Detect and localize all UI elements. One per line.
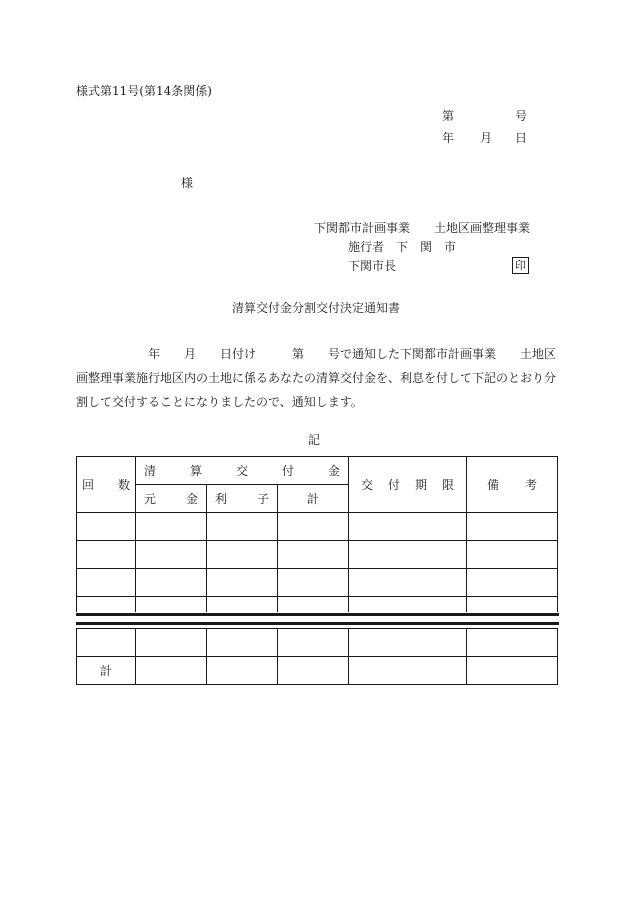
table-row [77,597,558,613]
date-year: 年 [442,131,455,145]
header-subtotal: 計 [278,485,349,513]
ki-heading: 記 [308,433,321,447]
issuer-mayor-line: 下関市長 [348,259,397,273]
body-paragraph [76,342,556,414]
addressee-honorific: 様 [181,176,194,190]
table-row [77,569,558,597]
total-row [77,657,558,685]
header-interest: 利 子 [207,485,278,513]
body-line: 割して交付することになりましたので、通知します。 [76,395,363,409]
document-title: 清算交付金分割交付決定通知書 [232,301,401,315]
date-month: 月 [480,131,493,145]
body-line: 年 月 日付け 第 号で通知した下関都市計画事業 土地区 [76,347,557,361]
total-row-label: 計 [77,657,136,685]
header-remarks: 備 考 [467,457,558,513]
header-settlement-grant: 清 算 交 付 金 [136,457,349,485]
installment-table [76,456,558,685]
issuer-executor-line: 施行者 下 関 市 [348,240,457,254]
table-row [77,513,558,541]
break-line [76,622,559,625]
table-break-marker [76,612,559,628]
issuer-project-line: 下関都市計画事業 土地区画整理事業 [314,221,531,235]
body-line: 画整理事業施行地区内の土地に係るあなたの清算交付金を、利息を付して下記のとおり分 [76,371,557,385]
header-grant-period: 交 付 期 限 [349,457,467,513]
table-row [77,629,558,657]
header-count: 回 数 [77,457,136,513]
table-row [77,541,558,569]
form-number: 様式第11号(第14条関係) [76,84,212,98]
date-day: 日 [515,131,528,145]
break-line [76,613,559,616]
document-number-suffix: 号 [515,109,528,123]
header-principal: 元 金 [136,485,207,513]
seal-mark: 印 [512,257,529,274]
document-number-prefix: 第 [442,109,455,123]
